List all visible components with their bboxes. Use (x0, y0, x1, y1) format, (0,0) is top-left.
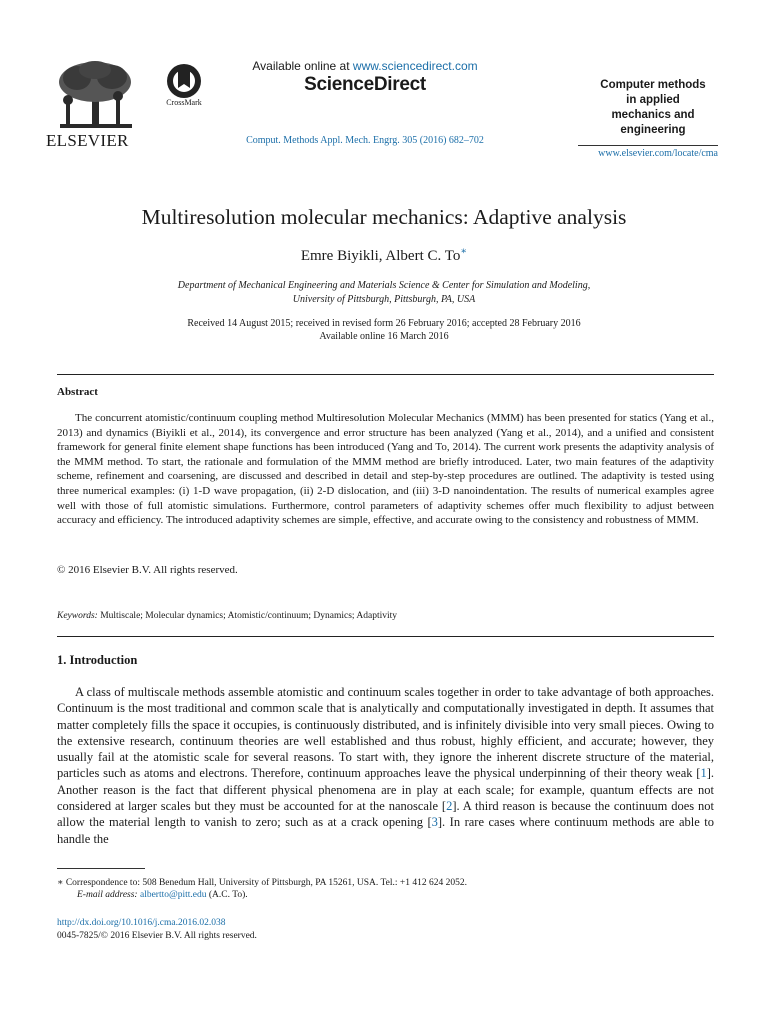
email-suffix: (A.C. To). (206, 890, 248, 900)
email-link[interactable]: albertto@pitt.edu (139, 890, 207, 900)
affiliation-line: University of Pittsburgh, Pittsburgh, PA, USA (292, 294, 476, 305)
abstract-text: The concurrent atomistic/continuum coupling method Multiresolution Molecular Mechanics (MMM) has been presented for statics (Yang et al., 2013) and dynamics (Biyikli et al., 2014), its convergence and error structure has been analyzed (Yang et al., 2014), and a unified and consistent framework for general finite element shape functions has been introduced (Yang and To, 2014). The current work presents the adaptivity analysis of the MMM method. To start, the rationale and formulation of the MMM method are briefly introduced. Later, two main features of the adaptivity scheme, refinement and coarsening, are discussed and described in detail and step-by-step procedures are outlined. The adaptivity is tested using three numerical examples: (i) 1-D wave propagation, (ii) 2-D dislocation, and (iii) 3-D nanoindentation. The results of numerical examples agree well with those of full atomistic simulations. Furthermore, control parameters of adaptivity schemes offer much flexibility to adjust between accuracy and efficiency. The introduced adaptivity schemes are simple, effective, and accurate owing to the consistency and robustness of MMM. (57, 412, 714, 527)
article-title: Multiresolution molecular mechanics: Adaptive analysis (141, 205, 627, 229)
email-footnote (77, 890, 248, 900)
article-history (0, 317, 768, 343)
reference-link[interactable]: 1 (700, 766, 707, 781)
journal-title-line: mechanics and (611, 109, 695, 121)
journal-url-link[interactable]: www.elsevier.com/locate/cma (598, 148, 718, 159)
email-label: E-mail address: (77, 890, 138, 900)
issn-copyright: 0045-7825/© 2016 Elsevier B.V. All rights reserved. (57, 931, 257, 941)
journal-title-line: in applied (626, 94, 680, 106)
reference-link[interactable]: 3 (431, 815, 438, 830)
intro-text: ]. Another reason is the fact that different physical phenomena are in play at each scale; for example, quantum effects are not considered at larger scales but they must be accounted for at the nanoscale [ (57, 766, 714, 814)
received-dates: Received 14 August 2015; received in revised form 26 February 2016; accepted 28 February 2016 (187, 318, 581, 329)
affiliation (0, 279, 768, 307)
online-date: Available online 16 March 2016 (319, 331, 449, 342)
journal-title (588, 78, 718, 138)
crossmark-label: CrossMark (166, 98, 202, 107)
abstract-top-rule (57, 374, 714, 375)
affiliation-line: Department of Mechanical Engineering and Materials Science & Center for Simulation and Modeling, (177, 280, 591, 291)
abstract-heading: Abstract (57, 386, 98, 398)
introduction-paragraph (57, 684, 714, 847)
correspondence-footnote: ∗ Correspondence to: 508 Benedum Hall, University of Pittsburgh, PA 15261, USA. Tel.: +1 412 624 2052. (57, 878, 467, 888)
intro-text: ]. A third reason is because the continuum does not allow the material length to vanish to zero; such as at a crack opening [ (57, 799, 714, 830)
sciencedirect-link[interactable]: www.sciencedirect.com (352, 59, 478, 73)
reference-link[interactable]: 2 (446, 799, 453, 814)
author-list (0, 246, 768, 265)
available-online-line (230, 59, 500, 73)
sciencedirect-logo: ScienceDirect (304, 74, 426, 95)
journal-citation[interactable]: Comput. Methods Appl. Mech. Engrg. 305 (2016) 682–702 (246, 135, 484, 146)
abstract-bottom-rule (57, 636, 714, 637)
intro-text: A class of multiscale methods assemble atomistic and continuum scales together in order to take advantage of both approaches. Continuum is the most traditional and common scale that is analytically and computationally investigated in depth. It assumes that matter completely fills the space it occupies, is continuously distributed, and is infinitely divisible into very small pieces. Owing to the extensive research, continuum theories are well established and thus robust, highly efficient, and accurate; however, they usually fail at the atomistic scale for several reasons. To start with, they ignore the inherent discrete structure of the material, particles such as atoms and electrons. Therefore, continuum approaches leave the physical underpinning of their theory weak [ (57, 685, 714, 781)
publisher-name: ELSEVIER (46, 131, 129, 150)
keywords-text: Multiscale; Molecular dynamics; Atomistic/continuum; Dynamics; Adaptivity (97, 611, 398, 621)
abstract-copyright: © 2016 Elsevier B.V. All rights reserved. (57, 564, 238, 576)
authors-text: Emre Biyikli, Albert C. To (300, 248, 461, 264)
journal-title-line: Computer methods (600, 79, 706, 91)
available-prefix: Available online at (252, 59, 353, 73)
doi-link[interactable]: http://dx.doi.org/10.1016/j.cma.2016.02.038 (57, 918, 226, 928)
corresponding-author-mark[interactable]: ∗ (460, 246, 468, 257)
header-divider (578, 145, 718, 146)
intro-text: ]. In rare cases where continuum methods are able to handle the (57, 815, 714, 846)
journal-title-line: engineering (620, 124, 686, 136)
keywords (57, 611, 397, 621)
section-heading-introduction: 1. Introduction (57, 653, 138, 667)
elsevier-tree-logo (52, 60, 138, 135)
footnote-divider (57, 868, 145, 869)
keywords-label: Keywords: (57, 611, 98, 621)
